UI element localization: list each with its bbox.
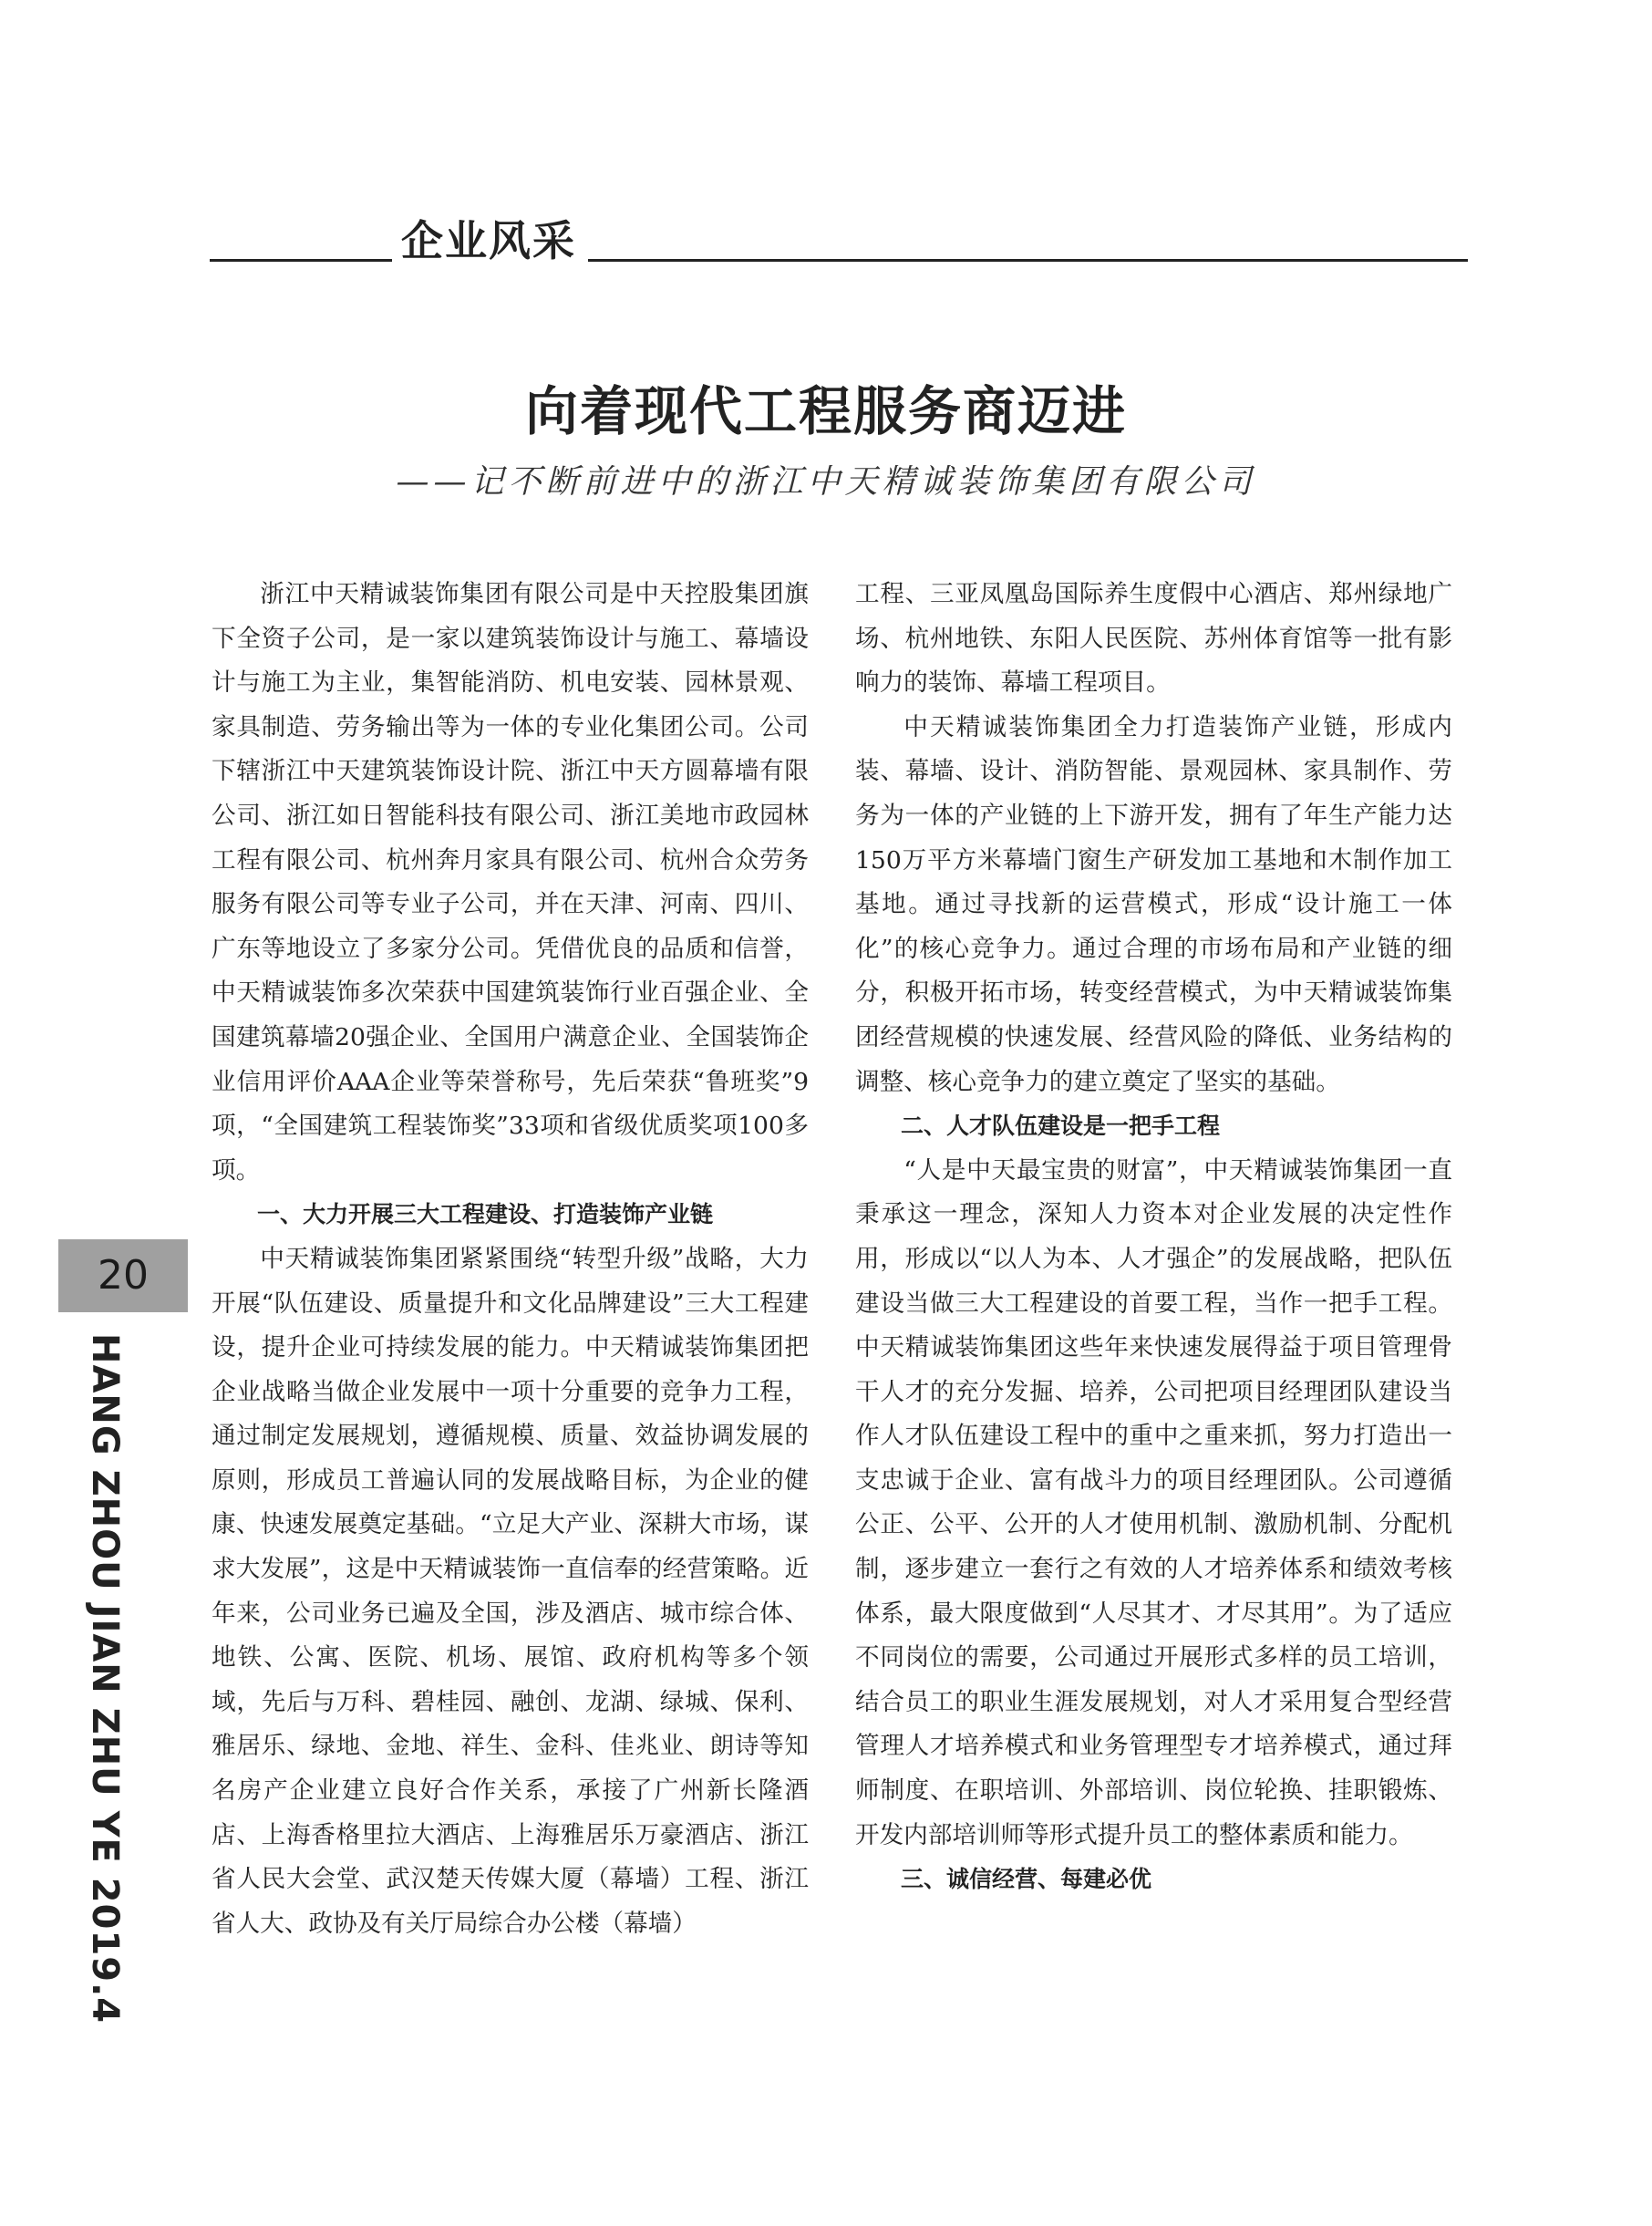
right-column [855, 573, 1452, 1902]
paragraph-section-1: 中天精诚装饰集团紧紧围绕“转型升级”战略，大力开展“队伍建设、质量提升和文化品牌建设”三大工程建设，提升企业可持续发展的能力。中天精诚装饰集团把企业战略当做企业发展中一项十分重要的竞争力工程，通过制定发展规划，遵循规模、质量、效益协调发展的原则，形成员工普遍认同的发展战略目标，为企业的健康、快速发展奠定基础。“立足大产业、深耕大市场，谋求大发展”，这是中天精诚装饰一直信奉的经营策略。近年来，公司业务已遍及全国，涉及酒店、城市综合体、地铁、公寓、医院、机场、展馆、政府机构等多个领域，先后与万科、碧桂园、融创、龙湖、绿城、保利、雅居乐、绿地、金地、祥生、金科、佳兆业、朗诗等知名房产企业建立良好合作关系，承接了广州新长隆酒店、上海香格里拉大酒店、上海雅居乐万豪酒店、浙江省人民大会堂、武汉楚天传媒大厦（幕墙）工程、浙江省人大、政协及有关厅局综合办公楼（幕墙） [212, 1244, 809, 1938]
section-header [210, 208, 1468, 263]
section-title: 企业风采 [401, 216, 576, 265]
section-rule-right [588, 259, 1468, 262]
paragraph-section-2: “人是中天最宝贵的财富”，中天精诚装饰集团一直秉承这一理念，深知人力资本对企业发展的决定性作用，形成以“以人为本、人才强企”的发展战略，把队伍建设当做三大工程建设的首要工程，当作一把手工程。中天精诚装饰集团这些年来快速发展得益于项目管理骨干人才的充分发掘、培养，公司把项目经理团队建设当作人才队伍建设工程中的重中之重来抓，努力打造出一支忠诚于企业、富有战斗力的项目经理团队。公司遵循公正、公平、公开的人才使用机制、激励机制、分配机制，逐步建立一套行之有效的人才培养体系和绩效考核体系，最大限度做到“人尽其才、才尽其用”。为了适应不同岗位的需要，公司通过开展形式多样的员工培训，结合员工的职业生涯发展规划，对人才采用复合型经营管理人才培养模式和业务管理型专才培养模式，通过拜师制度、在职培训、外部培训、岗位轮换、挂职锻炼、开发内部培训师等形式提升员工的整体素质和能力。 [855, 1155, 1452, 1849]
article-title: 向着现代工程服务商迈进 [524, 380, 1127, 442]
journal-name-vertical: HANG ZHOU JIAN ZHU YE 2019.4 [84, 1333, 126, 2024]
left-column [212, 573, 809, 1946]
paragraph-intro: 浙江中天精诚装饰集团有限公司是中天控股集团旗下全资子公司，是一家以建筑装饰设计与施工、幕墙设计与施工为主业，集智能消防、机电安装、园林景观、家具制造、劳务输出等为一体的专业化集团公司。公司下辖浙江中天建筑装饰设计院、浙江中天方圆幕墙有限公司、浙江如日智能科技有限公司、浙江美地市政园林工程有限公司、杭州奔月家具有限公司、杭州合众劳务服务有限公司等专业子公司，并在天津、河南、四川、广东等地设立了多家分公司。凭借优良的品质和信誉，中天精诚装饰多次荣获中国建筑装饰行业百强企业、全国建筑幕墙20强企业、全国用户满意企业、全国装饰企业信用评价AAA企业等荣誉称号，先后荣获“鲁班奖”9项，“全国建筑工程装饰奖”33项和省级优质奖项100多项。 [212, 580, 809, 1185]
heading-section-1: 一、大力开展三大工程建设、打造装饰产业链 [257, 1201, 714, 1228]
page-number: 20 [58, 1239, 188, 1312]
paragraph-section-1-continued: 工程、三亚凤凰岛国际养生度假中心酒店、郑州绿地广场、杭州地铁、东阳人民医院、苏州体育馆等一批有影响力的装饰、幕墙工程项目。 [855, 580, 1452, 698]
paragraph-industry-chain: 中天精诚装饰集团全力打造装饰产业链，形成内装、幕墙、设计、消防智能、景观园林、家具制作、劳务为一体的产业链的上下游开发，拥有了年生产能力达150万平方米幕墙门窗生产研发加工基地和木制作加工基地。通过寻找新的运营模式，形成“设计施工一体化”的核心竞争力。通过合理的市场布局和产业链的细分，积极开拓市场，转变经营模式，为中天精诚装饰集团经营规模的快速发展、经营风险的降低、业务结构的调整、核心竞争力的建立奠定了坚实的基础。 [855, 712, 1452, 1096]
heading-section-2: 二、人才队伍建设是一把手工程 [901, 1113, 1221, 1140]
section-rule-left [210, 259, 392, 262]
article-subtitle: ——记不断前进中的浙江中天精诚装饰集团有限公司 [396, 463, 1256, 501]
heading-section-3: 三、诚信经营、每建必优 [901, 1866, 1152, 1893]
